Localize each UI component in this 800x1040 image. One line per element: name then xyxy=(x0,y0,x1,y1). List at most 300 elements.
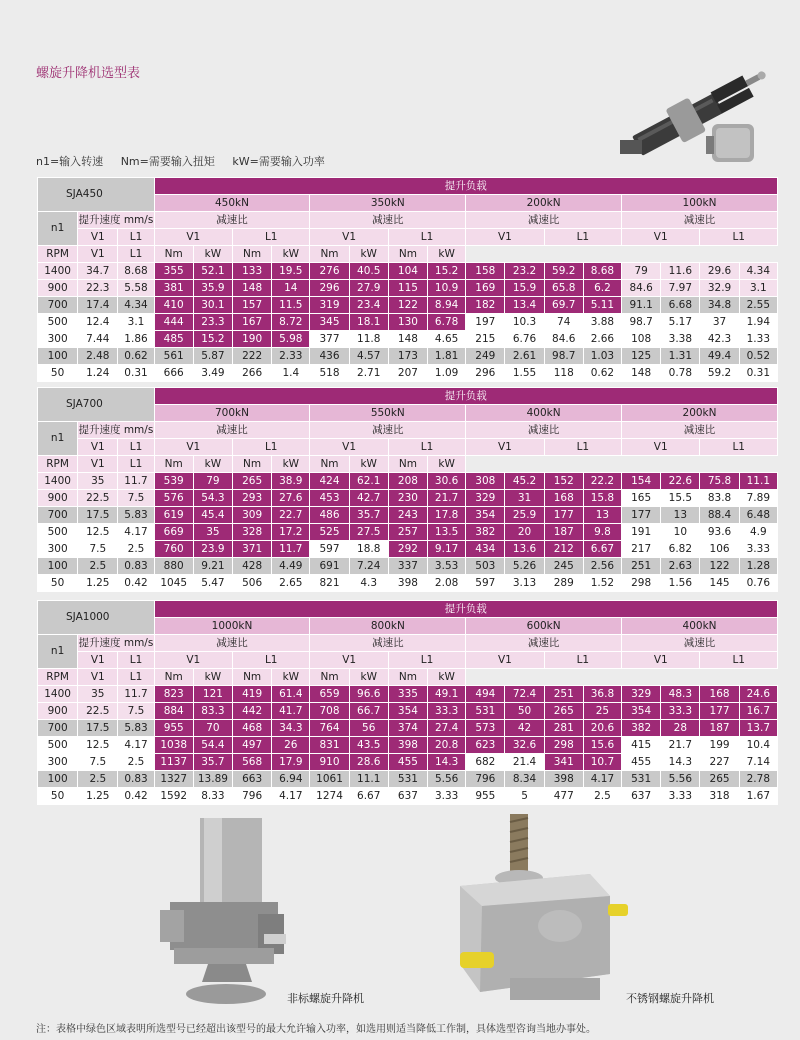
value-cell: 276 xyxy=(310,263,349,280)
value-cell: 4.17 xyxy=(272,788,310,805)
model-name: SJA450 xyxy=(38,178,155,212)
value-cell: 37 xyxy=(700,314,739,331)
nm-header: Nm xyxy=(310,246,349,263)
value-cell: 1274 xyxy=(310,788,349,805)
value-cell: 35.9 xyxy=(193,280,232,297)
value-cell: 122 xyxy=(388,297,427,314)
ratio-header: 减速比 xyxy=(310,635,466,652)
value-cell: 1.09 xyxy=(428,365,466,382)
value-cell: 177 xyxy=(544,507,583,524)
value-cell: 2.48 xyxy=(78,348,118,365)
value-cell: 13.7 xyxy=(739,720,777,737)
value-cell: 328 xyxy=(233,524,272,541)
ratio-header: 减速比 xyxy=(154,422,310,439)
value-cell: 4.17 xyxy=(118,524,154,541)
value-cell: 152 xyxy=(544,473,583,490)
rpm-cell: 100 xyxy=(38,558,78,575)
value-cell: 33.3 xyxy=(428,703,466,720)
value-cell: 249 xyxy=(466,348,505,365)
spec-table-sja1000 xyxy=(37,600,778,805)
value-cell: 182 xyxy=(466,297,505,314)
lift-speed-header: 提升速度 mm/s xyxy=(78,422,154,439)
table-row xyxy=(38,524,778,541)
value-cell: 72.4 xyxy=(505,686,544,703)
value-cell: 21.7 xyxy=(428,490,466,507)
value-cell: 5.56 xyxy=(661,771,700,788)
value-cell: 2.71 xyxy=(349,365,388,382)
value-cell: 5.83 xyxy=(118,720,154,737)
table-row xyxy=(38,771,778,788)
value-cell: 5.98 xyxy=(272,331,310,348)
value-cell: 7.5 xyxy=(118,490,154,507)
value-cell: 34.7 xyxy=(78,263,118,280)
value-cell: 539 xyxy=(154,473,193,490)
v1-header: V1 xyxy=(466,439,544,456)
value-cell: 121 xyxy=(193,686,232,703)
value-cell: 173 xyxy=(388,348,427,365)
value-cell: 18.1 xyxy=(349,314,388,331)
kw-header: kW xyxy=(349,669,388,686)
value-cell: 12.4 xyxy=(78,314,118,331)
value-cell: 3.13 xyxy=(505,575,544,592)
value-cell: 335 xyxy=(388,686,427,703)
value-cell: 17.5 xyxy=(78,507,118,524)
value-cell: 13.5 xyxy=(428,524,466,541)
value-cell: 7.14 xyxy=(739,754,777,771)
value-cell: 329 xyxy=(466,490,505,507)
value-cell: 3.53 xyxy=(428,558,466,575)
value-cell: 9.8 xyxy=(583,524,621,541)
nm-header: Nm xyxy=(233,456,272,473)
value-cell: 4.65 xyxy=(428,331,466,348)
value-cell: 191 xyxy=(622,524,661,541)
value-cell: 11.7 xyxy=(272,541,310,558)
lift-load-header: 提升负载 xyxy=(154,601,777,618)
value-cell: 10.4 xyxy=(739,737,777,754)
footnote: 注：表格中绿色区域表明所选型号已经超出该型号的最大允许输入功率，如选用则适当降低工作制，具体选型咨询当地办事处。 xyxy=(36,1024,596,1035)
rpm-cell: 500 xyxy=(38,737,78,754)
value-cell: 1.55 xyxy=(505,365,544,382)
l1-header: L1 xyxy=(118,652,154,669)
value-cell: 3.33 xyxy=(739,541,777,558)
rpm-cell: 1400 xyxy=(38,686,78,703)
value-cell: 0.62 xyxy=(118,348,154,365)
value-cell: 659 xyxy=(310,686,349,703)
n1-header: n1 xyxy=(38,212,78,246)
value-cell: 0.42 xyxy=(118,575,154,592)
lift-load-header: 提升负载 xyxy=(154,388,777,405)
value-cell: 377 xyxy=(310,331,349,348)
value-cell: 26 xyxy=(272,737,310,754)
value-cell: 227 xyxy=(700,754,739,771)
l1-header: L1 xyxy=(544,652,621,669)
value-cell: 1.24 xyxy=(78,365,118,382)
lift-load-header: 提升负载 xyxy=(154,178,777,195)
v1-header: V1 xyxy=(622,652,700,669)
rpm-cell: 500 xyxy=(38,314,78,331)
value-cell: 79 xyxy=(622,263,661,280)
l1-header: L1 xyxy=(700,229,778,246)
nm-header: Nm xyxy=(233,246,272,263)
value-cell: 341 xyxy=(544,754,583,771)
value-cell: 955 xyxy=(154,720,193,737)
value-cell: 8.34 xyxy=(505,771,544,788)
nm-header: Nm xyxy=(154,669,193,686)
load-header: 550kN xyxy=(310,405,466,422)
rpm-cell: 1400 xyxy=(38,473,78,490)
value-cell: 764 xyxy=(310,720,349,737)
v1-header: V1 xyxy=(310,652,388,669)
value-cell: 6.82 xyxy=(661,541,700,558)
value-cell: 568 xyxy=(233,754,272,771)
value-cell: 34.3 xyxy=(272,720,310,737)
value-cell: 30.1 xyxy=(193,297,232,314)
value-cell: 2.5 xyxy=(583,788,621,805)
value-cell: 2.56 xyxy=(583,558,621,575)
value-cell: 6.67 xyxy=(583,541,621,558)
value-cell: 637 xyxy=(388,788,427,805)
value-cell: 355 xyxy=(154,263,193,280)
value-cell: 230 xyxy=(388,490,427,507)
value-cell: 11.6 xyxy=(661,263,700,280)
load-header: 800kN xyxy=(310,618,466,635)
value-cell: 177 xyxy=(700,703,739,720)
value-cell: 485 xyxy=(154,331,193,348)
table-row xyxy=(38,263,778,280)
value-cell: 955 xyxy=(466,788,505,805)
value-cell: 3.88 xyxy=(583,314,621,331)
value-cell: 98.7 xyxy=(544,348,583,365)
value-cell: 48.3 xyxy=(661,686,700,703)
value-cell: 296 xyxy=(466,365,505,382)
value-cell: 168 xyxy=(700,686,739,703)
table-row xyxy=(38,365,778,382)
value-cell: 531 xyxy=(388,771,427,788)
value-cell: 0.62 xyxy=(583,365,621,382)
value-cell: 8.68 xyxy=(118,263,154,280)
value-cell: 122 xyxy=(700,558,739,575)
value-cell: 83.8 xyxy=(700,490,739,507)
value-cell: 133 xyxy=(233,263,272,280)
value-cell: 623 xyxy=(466,737,505,754)
rpm-cell: 1400 xyxy=(38,263,78,280)
value-cell: 10.7 xyxy=(583,754,621,771)
caption-non-standard: 非标螺旋升降机 xyxy=(287,992,364,1005)
value-cell: 41.7 xyxy=(272,703,310,720)
rpm-cell: 100 xyxy=(38,348,78,365)
value-cell: 93.6 xyxy=(700,524,739,541)
v1-header: V1 xyxy=(466,229,544,246)
ratio-header: 减速比 xyxy=(154,212,310,229)
value-cell: 444 xyxy=(154,314,193,331)
value-cell: 15.2 xyxy=(193,331,232,348)
value-cell: 42.7 xyxy=(349,490,388,507)
l1-header: L1 xyxy=(233,439,310,456)
value-cell: 25 xyxy=(583,703,621,720)
value-cell: 2.5 xyxy=(118,541,154,558)
rpm-header: RPM xyxy=(38,246,78,263)
value-cell: 455 xyxy=(622,754,661,771)
value-cell: 619 xyxy=(154,507,193,524)
v1-header: V1 xyxy=(622,229,700,246)
value-cell: 61.4 xyxy=(272,686,310,703)
value-cell: 32.6 xyxy=(505,737,544,754)
value-cell: 319 xyxy=(310,297,349,314)
value-cell: 33.3 xyxy=(661,703,700,720)
value-cell: 823 xyxy=(154,686,193,703)
value-cell: 5.11 xyxy=(583,297,621,314)
value-cell: 354 xyxy=(388,703,427,720)
value-cell: 23.4 xyxy=(349,297,388,314)
value-cell: 371 xyxy=(233,541,272,558)
value-cell: 5.26 xyxy=(505,558,544,575)
rpm-cell: 500 xyxy=(38,524,78,541)
table-row xyxy=(38,558,778,575)
value-cell: 4.34 xyxy=(739,263,777,280)
value-cell: 1.81 xyxy=(428,348,466,365)
value-cell: 24.6 xyxy=(739,686,777,703)
value-cell: 0.76 xyxy=(739,575,777,592)
value-cell: 49.4 xyxy=(700,348,739,365)
value-cell: 455 xyxy=(388,754,427,771)
model-name: SJA1000 xyxy=(38,601,155,635)
value-cell: 17.4 xyxy=(78,297,118,314)
value-cell: 42.3 xyxy=(700,331,739,348)
value-cell: 265 xyxy=(544,703,583,720)
value-cell: 0.31 xyxy=(739,365,777,382)
value-cell: 45.4 xyxy=(193,507,232,524)
value-cell: 0.42 xyxy=(118,788,154,805)
value-cell: 30.6 xyxy=(428,473,466,490)
value-cell: 35.7 xyxy=(193,754,232,771)
value-cell: 4.17 xyxy=(118,737,154,754)
value-cell: 62.1 xyxy=(349,473,388,490)
value-cell: 23.9 xyxy=(193,541,232,558)
value-cell: 1327 xyxy=(154,771,193,788)
load-header: 450kN xyxy=(154,195,310,212)
nm-header: Nm xyxy=(154,456,193,473)
value-cell: 38.9 xyxy=(272,473,310,490)
value-cell: 13 xyxy=(661,507,700,524)
rpm-cell: 900 xyxy=(38,280,78,297)
value-cell: 2.08 xyxy=(428,575,466,592)
value-cell: 3.1 xyxy=(118,314,154,331)
value-cell: 56 xyxy=(349,720,388,737)
rpm-cell: 300 xyxy=(38,754,78,771)
value-cell: 637 xyxy=(622,788,661,805)
legend-kw: kW=需要输入功率 xyxy=(232,155,325,168)
value-cell: 12.5 xyxy=(78,737,118,754)
value-cell: 477 xyxy=(544,788,583,805)
value-cell: 1061 xyxy=(310,771,349,788)
value-cell: 2.66 xyxy=(583,331,621,348)
value-cell: 28.6 xyxy=(349,754,388,771)
value-cell: 1.28 xyxy=(739,558,777,575)
value-cell: 1.94 xyxy=(739,314,777,331)
v1-header: V1 xyxy=(622,439,700,456)
v1-header: V1 xyxy=(154,229,232,246)
value-cell: 69.7 xyxy=(544,297,583,314)
value-cell: 4.49 xyxy=(272,558,310,575)
value-cell: 251 xyxy=(622,558,661,575)
value-cell: 145 xyxy=(700,575,739,592)
value-cell: 212 xyxy=(544,541,583,558)
legend-n1: n1=输入转速 xyxy=(36,155,104,168)
value-cell: 293 xyxy=(233,490,272,507)
value-cell: 5.47 xyxy=(193,575,232,592)
value-cell: 7.5 xyxy=(78,754,118,771)
value-cell: 187 xyxy=(544,524,583,541)
value-cell: 1.56 xyxy=(661,575,700,592)
v1-header: V1 xyxy=(310,439,388,456)
table-row xyxy=(38,280,778,297)
value-cell: 168 xyxy=(544,490,583,507)
kw-header: kW xyxy=(272,669,310,686)
ratio-header: 减速比 xyxy=(622,635,778,652)
value-cell: 7.44 xyxy=(78,331,118,348)
value-cell: 428 xyxy=(233,558,272,575)
load-header: 200kN xyxy=(466,195,622,212)
value-cell: 2.65 xyxy=(272,575,310,592)
value-cell: 597 xyxy=(466,575,505,592)
value-cell: 54.3 xyxy=(193,490,232,507)
value-cell: 5.56 xyxy=(428,771,466,788)
value-cell: 84.6 xyxy=(622,280,661,297)
value-cell: 503 xyxy=(466,558,505,575)
value-cell: 14.3 xyxy=(428,754,466,771)
value-cell: 27.5 xyxy=(349,524,388,541)
value-cell: 20.8 xyxy=(428,737,466,754)
value-cell: 251 xyxy=(544,686,583,703)
value-cell: 5.87 xyxy=(193,348,232,365)
value-cell: 1.33 xyxy=(739,331,777,348)
value-cell: 398 xyxy=(388,575,427,592)
value-cell: 15.5 xyxy=(661,490,700,507)
nm-header: Nm xyxy=(388,456,427,473)
ratio-header: 减速比 xyxy=(154,635,310,652)
value-cell: 497 xyxy=(233,737,272,754)
value-cell: 52.1 xyxy=(193,263,232,280)
value-cell: 506 xyxy=(233,575,272,592)
value-cell: 6.2 xyxy=(583,280,621,297)
value-cell: 148 xyxy=(388,331,427,348)
v1-header: V1 xyxy=(78,669,118,686)
value-cell: 148 xyxy=(622,365,661,382)
value-cell: 13.4 xyxy=(505,297,544,314)
n1-header: n1 xyxy=(38,635,78,669)
value-cell: 15.9 xyxy=(505,280,544,297)
table-row xyxy=(38,686,778,703)
value-cell: 796 xyxy=(466,771,505,788)
v1-header: V1 xyxy=(154,439,232,456)
value-cell: 158 xyxy=(466,263,505,280)
value-cell: 23.3 xyxy=(193,314,232,331)
value-cell: 32.9 xyxy=(700,280,739,297)
table-row xyxy=(38,490,778,507)
value-cell: 22.5 xyxy=(78,490,118,507)
l1-header: L1 xyxy=(118,669,154,686)
value-cell: 494 xyxy=(466,686,505,703)
value-cell: 96.6 xyxy=(349,686,388,703)
value-cell: 148 xyxy=(233,280,272,297)
load-header: 200kN xyxy=(622,405,778,422)
value-cell: 2.63 xyxy=(661,558,700,575)
value-cell: 35 xyxy=(193,524,232,541)
value-cell: 296 xyxy=(310,280,349,297)
value-cell: 28 xyxy=(661,720,700,737)
value-cell: 27.6 xyxy=(272,490,310,507)
value-cell: 118 xyxy=(544,365,583,382)
value-cell: 22.5 xyxy=(78,703,118,720)
l1-header: L1 xyxy=(388,652,465,669)
value-cell: 597 xyxy=(310,541,349,558)
value-cell: 345 xyxy=(310,314,349,331)
ratio-header: 减速比 xyxy=(310,422,466,439)
l1-header: L1 xyxy=(118,439,154,456)
value-cell: 2.33 xyxy=(272,348,310,365)
value-cell: 98.7 xyxy=(622,314,661,331)
l1-header: L1 xyxy=(544,439,621,456)
value-cell: 177 xyxy=(622,507,661,524)
value-cell: 0.78 xyxy=(661,365,700,382)
page-title: 螺旋升降机选型表 xyxy=(36,66,141,81)
value-cell: 308 xyxy=(466,473,505,490)
value-cell: 0.83 xyxy=(118,558,154,575)
value-cell: 13 xyxy=(583,507,621,524)
value-cell: 419 xyxy=(233,686,272,703)
kw-header: kW xyxy=(428,246,466,263)
value-cell: 0.52 xyxy=(739,348,777,365)
value-cell: 329 xyxy=(622,686,661,703)
value-cell: 187 xyxy=(700,720,739,737)
value-cell: 157 xyxy=(233,297,272,314)
value-cell: 84.6 xyxy=(544,331,583,348)
kw-header: kW xyxy=(193,246,232,263)
value-cell: 45.2 xyxy=(505,473,544,490)
value-cell: 12.5 xyxy=(78,524,118,541)
value-cell: 265 xyxy=(233,473,272,490)
rpm-cell: 700 xyxy=(38,507,78,524)
value-cell: 243 xyxy=(388,507,427,524)
kw-header: kW xyxy=(349,246,388,263)
value-cell: 7.5 xyxy=(78,541,118,558)
value-cell: 663 xyxy=(233,771,272,788)
nm-header: Nm xyxy=(310,456,349,473)
value-cell: 13.89 xyxy=(193,771,232,788)
n1-header: n1 xyxy=(38,422,78,456)
load-header: 700kN xyxy=(154,405,310,422)
value-cell: 6.94 xyxy=(272,771,310,788)
value-cell: 27.4 xyxy=(428,720,466,737)
l1-header: L1 xyxy=(118,246,154,263)
rpm-cell: 700 xyxy=(38,720,78,737)
value-cell: 531 xyxy=(622,771,661,788)
value-cell: 354 xyxy=(622,703,661,720)
value-cell: 50 xyxy=(505,703,544,720)
value-cell: 382 xyxy=(466,524,505,541)
ratio-header: 减速比 xyxy=(310,212,466,229)
value-cell: 197 xyxy=(466,314,505,331)
value-cell: 75.8 xyxy=(700,473,739,490)
value-cell: 36.8 xyxy=(583,686,621,703)
value-cell: 410 xyxy=(154,297,193,314)
value-cell: 796 xyxy=(233,788,272,805)
value-cell: 5 xyxy=(505,788,544,805)
value-cell: 821 xyxy=(310,575,349,592)
stainless-lifter-photo xyxy=(440,814,638,1010)
value-cell: 108 xyxy=(622,331,661,348)
value-cell: 1137 xyxy=(154,754,193,771)
